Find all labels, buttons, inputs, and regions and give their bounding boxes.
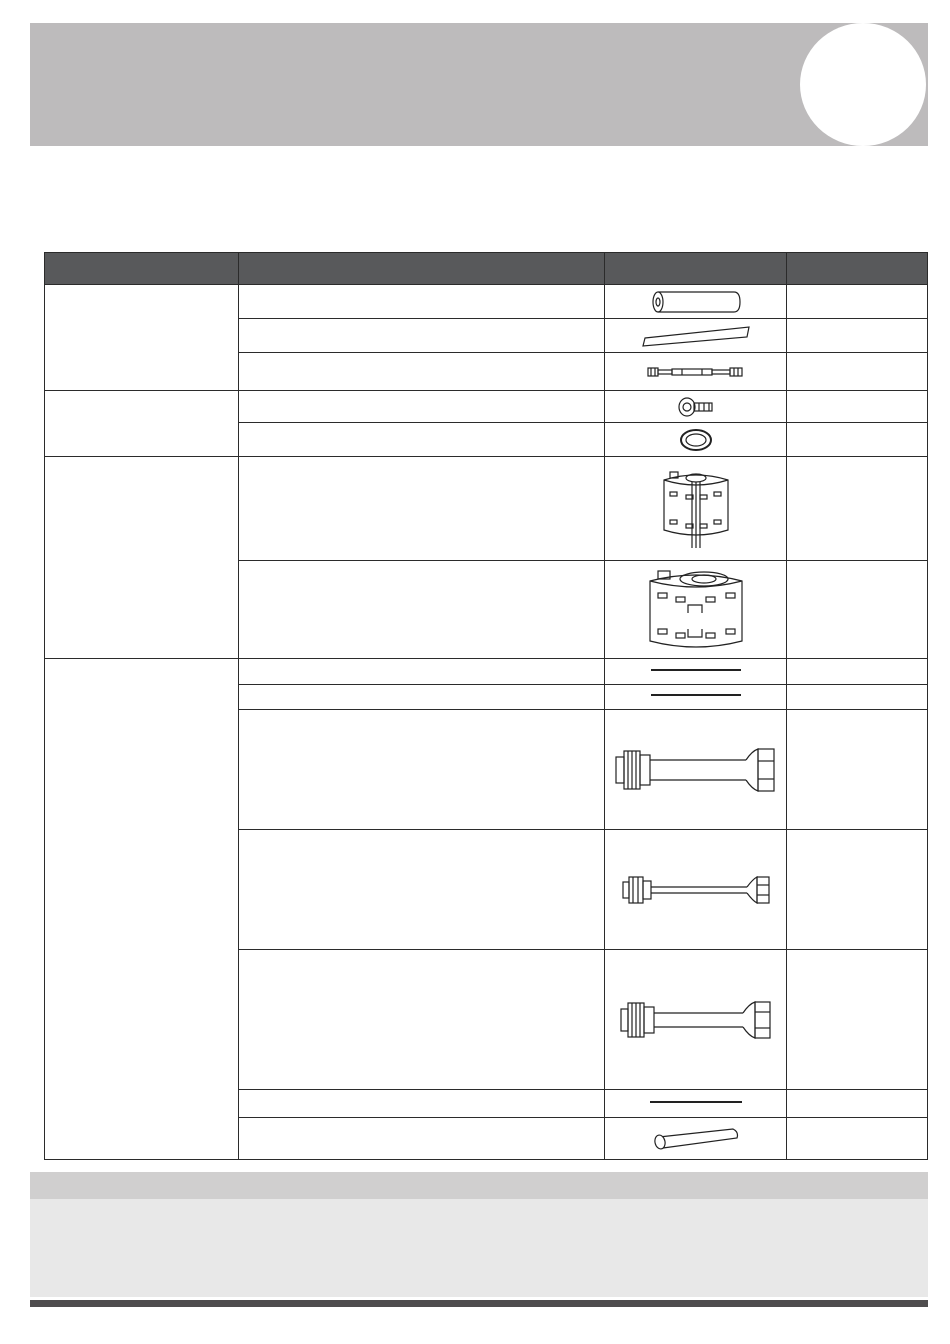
table-row	[45, 457, 928, 561]
part-qty	[787, 457, 928, 561]
table-row	[45, 391, 928, 423]
header-band	[30, 23, 928, 146]
part-name	[239, 391, 605, 423]
note-body	[30, 1199, 928, 1297]
straight-line-icon	[649, 667, 743, 677]
drain-joint-icon	[676, 394, 716, 420]
straight-line-icon	[649, 692, 743, 702]
table-row	[45, 285, 928, 319]
part-picture	[605, 710, 787, 830]
footer-rule	[30, 1300, 928, 1307]
part-name	[239, 319, 605, 353]
part-name	[239, 710, 605, 830]
table-row	[45, 659, 928, 685]
part-qty	[787, 285, 928, 319]
part-picture	[605, 659, 787, 685]
magnetic-ring-small-icon	[656, 468, 736, 550]
insulation-sleeve-icon	[651, 1126, 741, 1152]
part-name	[239, 830, 605, 950]
drain-hose-icon	[646, 364, 746, 380]
straight-line-icon	[648, 1099, 744, 1109]
tape-strip-icon	[641, 324, 751, 348]
part-picture	[605, 1118, 787, 1160]
part-qty	[787, 319, 928, 353]
part-picture	[605, 353, 787, 391]
group-label	[45, 391, 239, 457]
part-qty	[787, 950, 928, 1090]
part-qty	[787, 659, 928, 685]
part-picture	[605, 830, 787, 950]
part-picture	[605, 457, 787, 561]
seal-ring-icon	[679, 428, 713, 452]
page-badge	[800, 23, 926, 146]
part-qty	[787, 423, 928, 457]
magnetic-ring-large-icon	[644, 567, 748, 653]
pipe-adapter-large-icon	[614, 745, 778, 795]
part-name	[239, 285, 605, 319]
column-header	[605, 253, 787, 285]
part-name	[239, 1090, 605, 1118]
part-picture	[605, 561, 787, 659]
part-qty	[787, 1118, 928, 1160]
part-picture	[605, 685, 787, 710]
part-qty	[787, 685, 928, 710]
part-qty	[787, 353, 928, 391]
column-header	[787, 253, 928, 285]
insulation-tube-icon	[650, 290, 742, 314]
part-picture	[605, 391, 787, 423]
note-header	[30, 1172, 928, 1199]
pipe-adapter-small-icon	[621, 873, 771, 907]
part-picture	[605, 319, 787, 353]
part-picture	[605, 285, 787, 319]
part-name	[239, 423, 605, 457]
pipe-adapter-medium-icon	[619, 998, 773, 1042]
part-picture	[605, 1090, 787, 1118]
part-name	[239, 685, 605, 710]
table-header-row	[45, 253, 928, 285]
part-name	[239, 457, 605, 561]
part-picture	[605, 423, 787, 457]
part-name	[239, 353, 605, 391]
part-name	[239, 950, 605, 1090]
column-header	[45, 253, 239, 285]
part-picture	[605, 950, 787, 1090]
group-label	[45, 659, 239, 1160]
part-name	[239, 659, 605, 685]
part-qty	[787, 710, 928, 830]
part-name	[239, 1118, 605, 1160]
part-qty	[787, 561, 928, 659]
column-header	[239, 253, 605, 285]
part-name	[239, 561, 605, 659]
part-qty	[787, 830, 928, 950]
group-label	[45, 457, 239, 659]
part-qty	[787, 391, 928, 423]
group-label	[45, 285, 239, 391]
accessories-table	[44, 252, 928, 1160]
part-qty	[787, 1090, 928, 1118]
